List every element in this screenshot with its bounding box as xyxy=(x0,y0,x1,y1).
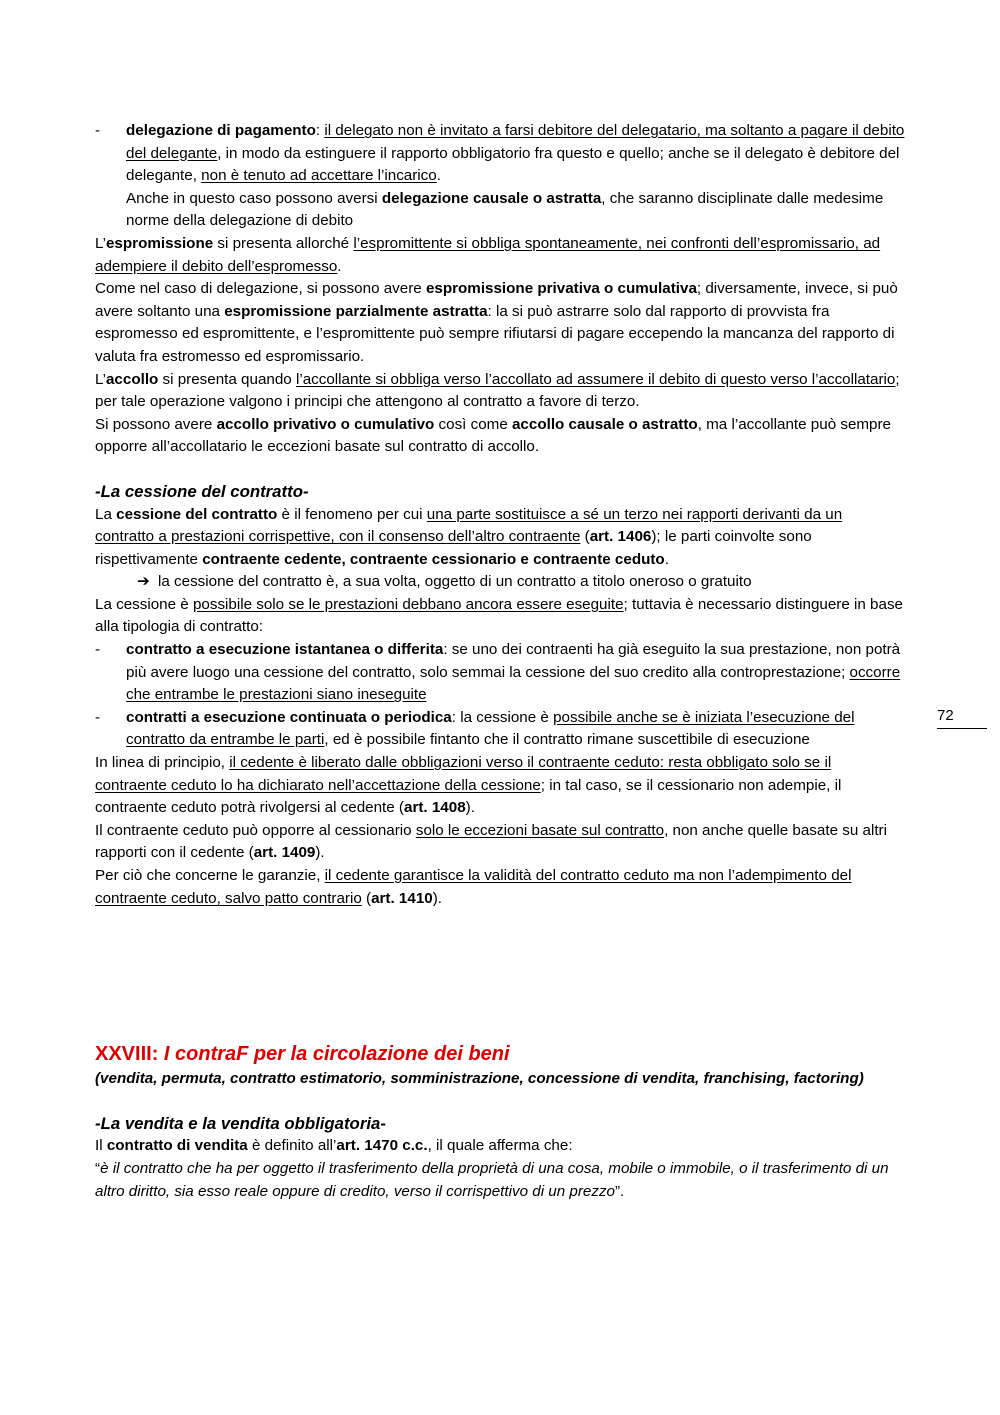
underlined-text: il delegato non è invitato a farsi debitore del delegatario, ma soltanto a pagare il debito del delegante xyxy=(126,122,905,162)
quote-close: ”. xyxy=(615,1182,625,1200)
bold-text: cessione del contratto xyxy=(116,505,278,523)
text: : la si può astrarre solo dal rapporto di provvista fra espromesso ed espromittente, e l’espromittente può sempre rifiutarsi di pagare eccependo la mancanza del rapporto di valuta fra estromesso ed espromissario. xyxy=(95,302,895,365)
text: : la cessione è xyxy=(451,708,554,726)
bold-text: accollo privativo o cumulativo xyxy=(216,415,435,433)
text: così come xyxy=(434,415,512,433)
text: ; per tale operazione valgono i principi che attengono al contratto a favore di terzo. xyxy=(95,370,900,411)
bullet-dash: - xyxy=(95,122,101,139)
arrow-list-item xyxy=(95,571,905,594)
section-title-cessione-contratto: -La cessione del contratto- xyxy=(95,481,309,501)
text: . xyxy=(436,167,441,185)
text: si presenta quando xyxy=(158,370,296,388)
paragraph-vendita-definizione xyxy=(95,1135,905,1158)
text: ). xyxy=(465,799,475,817)
page-number: 72 xyxy=(937,706,987,729)
paragraph-espromissione xyxy=(95,233,905,278)
paragraph-cessione-definizione xyxy=(95,504,905,572)
text: ). xyxy=(315,844,325,862)
text: , ma l’accollante può sempre opporre all’accollatario le eccezioni basate sul contratto di accollo. xyxy=(95,415,892,456)
text: L’ xyxy=(95,234,106,252)
bold-text: espromissione parzialmente astratta xyxy=(224,302,488,320)
underlined-text: non è tenuto ad accettare l’incarico xyxy=(201,167,437,185)
paragraph-eccezioni xyxy=(95,820,905,865)
chapter-number: XXVIII: xyxy=(95,1043,164,1066)
term: contratti a esecuzione continuata o periodica xyxy=(126,708,452,726)
text: Si possono avere xyxy=(95,415,217,433)
text: Per ciò che concerne le garanzie, xyxy=(95,867,325,884)
chapter-name: I contraF per la circolazione dei beni xyxy=(163,1043,510,1066)
quote-text: è il contratto che ha per oggetto il trasferimento della proprietà di una cosa, mobile o immobile, o il trasferimento di un altro diritto, sia esso reale oppure di credito, verso il corrispettivo di un prezzo xyxy=(95,1159,889,1200)
bullet-dash: - xyxy=(95,641,101,659)
bold-text: espromissione privativa o cumulativa xyxy=(425,280,697,298)
article-ref: art. 1470 c.c. xyxy=(336,1137,428,1155)
text: , non anche quelle basate su altri rapporti con il cedente ( xyxy=(95,821,887,862)
section-title-vendita: -La vendita e la vendita obbligatoria- xyxy=(95,1113,386,1133)
article-ref: art. 1409 xyxy=(253,844,316,862)
underlined-text: possibile solo se le prestazioni debbano ancora essere eseguite xyxy=(192,595,624,613)
text: , che saranno disciplinate dalle medesime norme della delegazione di debito xyxy=(126,189,884,230)
bold-text: contraente cedente, contraente cessionario e contraente ceduto xyxy=(202,550,665,568)
underlined-text: l’accollante si obbliga verso l’accollato ad assumere il debito di questo verso l’accollatario xyxy=(295,370,896,388)
text: è il fenomeno per cui xyxy=(277,505,427,523)
bold-text: contratto di vendita xyxy=(106,1137,248,1155)
underlined-text: solo le eccezioni basate sul contratto xyxy=(415,821,665,839)
text: L’ xyxy=(95,370,106,388)
text: , il quale afferma che: xyxy=(427,1137,573,1155)
text: ; diversamente, invece, si può avere soltanto una xyxy=(95,280,898,320)
arrow-icon: ➔ xyxy=(137,573,150,591)
term: accollo xyxy=(105,370,159,388)
term: espromissione xyxy=(105,234,214,252)
text: ; tuttavia è necessario distinguere in base alla tipologia di contratto: xyxy=(95,595,903,636)
text: ; in tal caso, se il cessionario non adempie, il contraente ceduto potrà rivolgersi al cedente ( xyxy=(95,776,842,817)
bullet-dash: - xyxy=(95,708,101,726)
text: : xyxy=(315,122,325,139)
text: ( xyxy=(580,528,590,546)
term: contratto a esecuzione istantanea o differita xyxy=(126,641,444,659)
paragraph-accollo xyxy=(95,369,905,414)
underlined-text: l’espromittente si obbliga spontaneamente, nei confronti dell’espromissario, ad adempiere il debito dell’espromesso xyxy=(95,234,881,275)
paragraph-cessione-possibile xyxy=(95,594,905,639)
paragraph-delegazione-causale xyxy=(95,188,905,233)
text: la cessione del contratto è, a sua volta, oggetto di un contratto a titolo oneroso o gratuito xyxy=(158,573,752,591)
text: . xyxy=(664,550,669,568)
underlined-text: occorre che entrambe le prestazioni siano ineseguite xyxy=(126,663,901,704)
text: Anche in questo caso possono aversi xyxy=(126,189,382,207)
article-ref: art. 1406 xyxy=(589,528,652,546)
bold-text: accollo causale o astratto xyxy=(511,415,698,433)
text: In linea di principio, xyxy=(95,754,230,772)
chapter-subtitle: (vendita, permuta, contratto estimatorio, somministrazione, concessione di vendita, franchising, factoring) xyxy=(95,1070,864,1088)
text: La xyxy=(95,505,117,523)
article-quote xyxy=(95,1158,905,1203)
text: ( xyxy=(361,889,372,907)
text: , in modo da estinguere il rapporto obbligatorio fra questo e quello; anche se il delegato è debitore del delegante, xyxy=(126,144,900,185)
text: , ed è possibile fintanto che il contratto rimane suscettibile di esecuzione xyxy=(324,731,810,749)
paragraph-espromissione-tipi xyxy=(95,278,905,368)
text: : se uno dei contraenti ha già eseguito la sua prestazione, non potrà più avere luogo una cessione del contratto, solo semmai la cessione del suo credito alla controprestazione; xyxy=(126,641,901,681)
text: Il xyxy=(95,1137,107,1155)
text: La cessione è xyxy=(95,595,193,613)
underlined-text: una parte sostituisce a sé un terzo nei rapporti derivanti da un contratto a prestazioni corrispettive, con il consenso dell’altro contraente xyxy=(95,505,843,546)
text: . xyxy=(337,257,342,275)
bullet-delegazione-pagamento xyxy=(95,120,905,188)
bullet-esecuzione-istantanea xyxy=(95,639,905,707)
article-ref: art. 1410 xyxy=(371,889,433,907)
underlined-text: possibile anche se è iniziata l’esecuzione del contratto da entrambe le parti xyxy=(126,708,855,749)
chapter-title xyxy=(95,1040,905,1068)
underlined-text: il cedente garantisce la validità del contratto ceduto ma non l’adempimento del contraente ceduto, salvo patto contrario xyxy=(95,867,852,907)
bullet-esecuzione-continuata xyxy=(95,707,905,752)
underlined-text: il cedente è liberato dalle obbligazioni verso il contraente ceduto: resta obbligato solo se il contraente ceduto lo ha dichiarato nell’accettazione della cessione xyxy=(95,754,832,794)
page-content xyxy=(95,120,905,1203)
paragraph-cedente-liberato xyxy=(95,752,905,820)
text: Il contraente ceduto può opporre al cessionario xyxy=(95,821,416,839)
text: ); le parti coinvolte sono rispettivamente xyxy=(95,528,812,568)
term: delegazione di pagamento xyxy=(126,122,316,139)
bold-text: delegazione causale o astratta xyxy=(381,189,602,207)
text: ). xyxy=(432,889,442,907)
text: Come nel caso di delegazione, si possono avere xyxy=(95,280,426,298)
text: si presenta allorché xyxy=(213,234,354,252)
article-ref: art. 1408 xyxy=(404,799,466,817)
paragraph-garanzie xyxy=(95,865,905,910)
paragraph-accollo-tipi xyxy=(95,414,905,459)
quote-open: “ xyxy=(95,1159,101,1177)
text: è definito all’ xyxy=(247,1137,337,1155)
